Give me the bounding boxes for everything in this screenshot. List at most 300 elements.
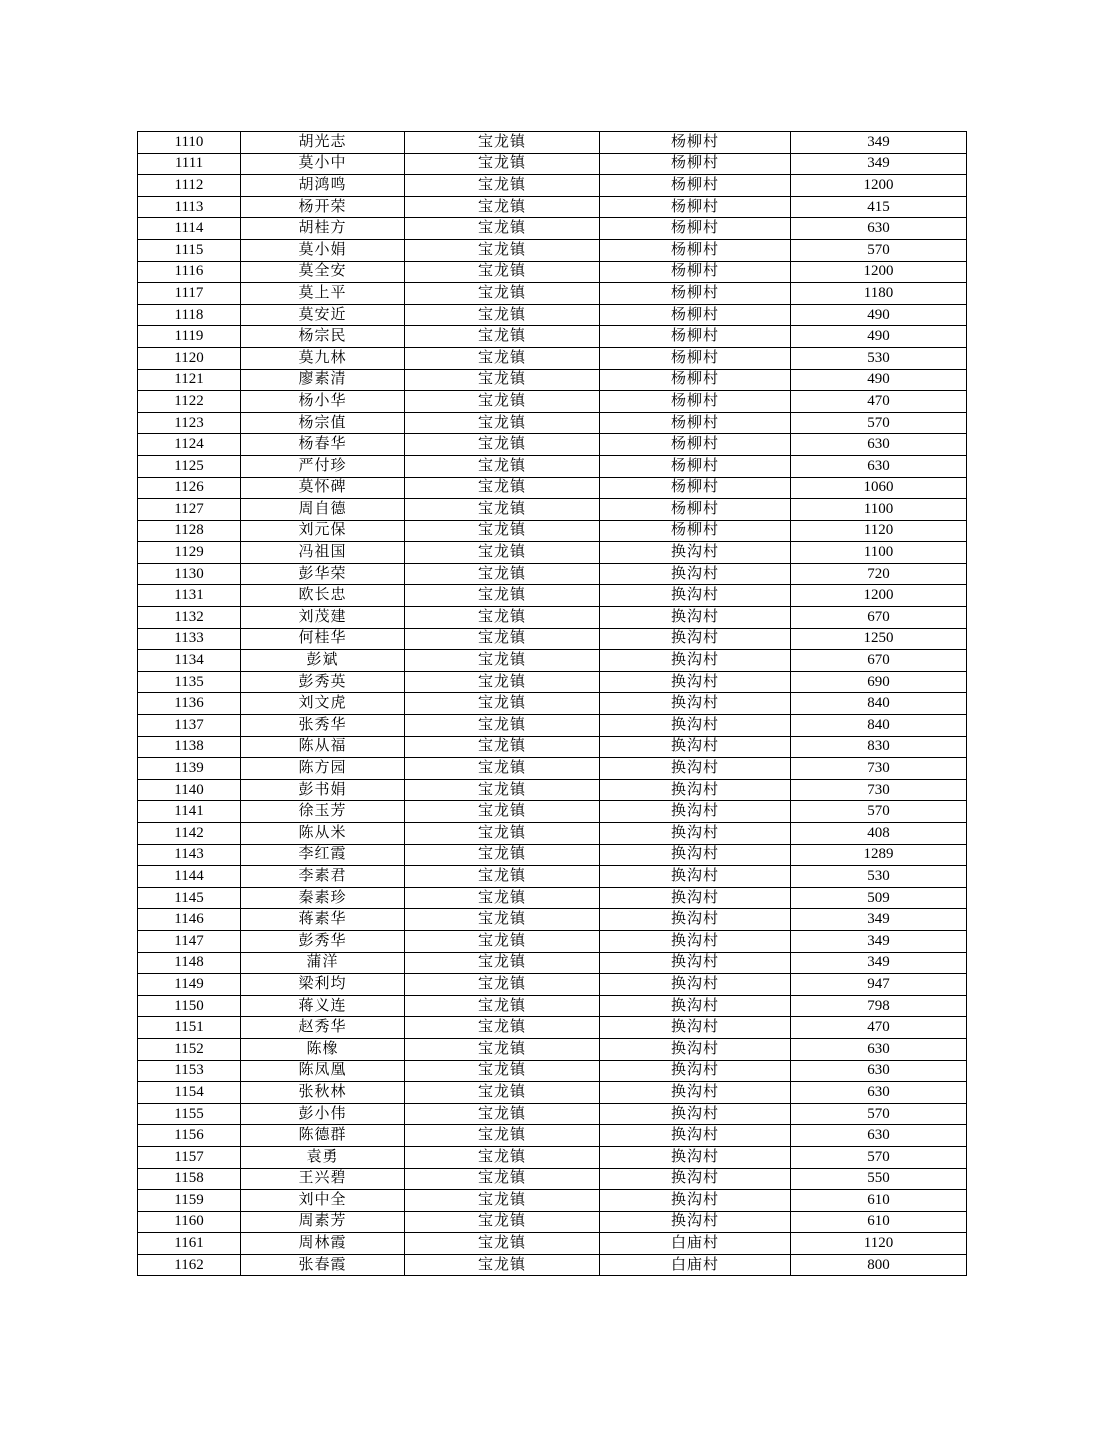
amount-cell: 530: [791, 347, 967, 369]
table-row: [138, 1211, 967, 1233]
village-cell: 杨柳村: [600, 218, 791, 240]
name-cell: 彭秀英: [241, 671, 405, 693]
row-id-cell: 1153: [138, 1060, 241, 1082]
row-id-cell: 1152: [138, 1038, 241, 1060]
row-id-cell: 1154: [138, 1082, 241, 1104]
amount-cell: 349: [791, 952, 967, 974]
row-id-cell: 1162: [138, 1254, 241, 1276]
town-cell: 宝龙镇: [405, 434, 600, 456]
town-cell: 宝龙镇: [405, 196, 600, 218]
name-cell: 刘茂建: [241, 607, 405, 629]
row-id-cell: 1131: [138, 585, 241, 607]
table-row: [138, 1017, 967, 1039]
town-cell: 宝龙镇: [405, 304, 600, 326]
row-id-cell: 1161: [138, 1233, 241, 1255]
row-id-cell: 1135: [138, 671, 241, 693]
table-row: [138, 239, 967, 261]
table-row: [138, 132, 967, 154]
table-row: [138, 1168, 967, 1190]
name-cell: 欧长忠: [241, 585, 405, 607]
name-cell: 莫上平: [241, 283, 405, 305]
amount-cell: 470: [791, 1017, 967, 1039]
name-cell: 周素芳: [241, 1211, 405, 1233]
name-cell: 周自德: [241, 499, 405, 521]
village-cell: 杨柳村: [600, 434, 791, 456]
town-cell: 宝龙镇: [405, 909, 600, 931]
name-cell: 赵秀华: [241, 1017, 405, 1039]
village-cell: 换沟村: [600, 952, 791, 974]
name-cell: 张秋林: [241, 1082, 405, 1104]
table-row: [138, 736, 967, 758]
row-id-cell: 1116: [138, 261, 241, 283]
village-cell: 白庙村: [600, 1254, 791, 1276]
village-cell: 换沟村: [600, 585, 791, 607]
row-id-cell: 1158: [138, 1168, 241, 1190]
village-cell: 杨柳村: [600, 239, 791, 261]
row-id-cell: 1155: [138, 1103, 241, 1125]
village-cell: 杨柳村: [600, 132, 791, 154]
row-id-cell: 1118: [138, 304, 241, 326]
name-cell: 莫九林: [241, 347, 405, 369]
amount-cell: 798: [791, 995, 967, 1017]
village-cell: 杨柳村: [600, 520, 791, 542]
roster-table-body: [138, 132, 967, 1276]
table-row: [138, 542, 967, 564]
row-id-cell: 1121: [138, 369, 241, 391]
town-cell: 宝龙镇: [405, 585, 600, 607]
row-id-cell: 1141: [138, 801, 241, 823]
amount-cell: 1180: [791, 283, 967, 305]
name-cell: 杨开荣: [241, 196, 405, 218]
table-row: [138, 218, 967, 240]
town-cell: 宝龙镇: [405, 844, 600, 866]
table-row: [138, 412, 967, 434]
row-id-cell: 1160: [138, 1211, 241, 1233]
village-cell: 换沟村: [600, 909, 791, 931]
row-id-cell: 1156: [138, 1125, 241, 1147]
town-cell: 宝龙镇: [405, 1060, 600, 1082]
town-cell: 宝龙镇: [405, 1254, 600, 1276]
table-row: [138, 1060, 967, 1082]
amount-cell: 408: [791, 823, 967, 845]
table-row: [138, 909, 967, 931]
table-row: [138, 347, 967, 369]
town-cell: 宝龙镇: [405, 477, 600, 499]
name-cell: 秦素珍: [241, 887, 405, 909]
amount-cell: 490: [791, 304, 967, 326]
amount-cell: 840: [791, 693, 967, 715]
amount-cell: 490: [791, 326, 967, 348]
name-cell: 蒋素华: [241, 909, 405, 931]
amount-cell: 1200: [791, 175, 967, 197]
row-id-cell: 1126: [138, 477, 241, 499]
village-cell: 杨柳村: [600, 326, 791, 348]
village-cell: 换沟村: [600, 779, 791, 801]
table-row: [138, 196, 967, 218]
name-cell: 莫安近: [241, 304, 405, 326]
town-cell: 宝龙镇: [405, 1190, 600, 1212]
town-cell: 宝龙镇: [405, 1146, 600, 1168]
village-cell: 换沟村: [600, 887, 791, 909]
table-row: [138, 1038, 967, 1060]
village-cell: 换沟村: [600, 542, 791, 564]
amount-cell: 730: [791, 779, 967, 801]
village-cell: 换沟村: [600, 1146, 791, 1168]
table-row: [138, 607, 967, 629]
town-cell: 宝龙镇: [405, 952, 600, 974]
village-cell: 换沟村: [600, 823, 791, 845]
table-row: [138, 866, 967, 888]
name-cell: 梁利均: [241, 974, 405, 996]
village-cell: 换沟村: [600, 607, 791, 629]
name-cell: 徐玉芳: [241, 801, 405, 823]
table-row: [138, 455, 967, 477]
village-cell: 换沟村: [600, 736, 791, 758]
table-row: [138, 326, 967, 348]
town-cell: 宝龙镇: [405, 520, 600, 542]
amount-cell: 830: [791, 736, 967, 758]
amount-cell: 800: [791, 1254, 967, 1276]
town-cell: 宝龙镇: [405, 671, 600, 693]
table-row: [138, 628, 967, 650]
town-cell: 宝龙镇: [405, 1168, 600, 1190]
town-cell: 宝龙镇: [405, 693, 600, 715]
row-id-cell: 1140: [138, 779, 241, 801]
village-cell: 换沟村: [600, 974, 791, 996]
village-cell: 换沟村: [600, 930, 791, 952]
amount-cell: 1250: [791, 628, 967, 650]
amount-cell: 570: [791, 1146, 967, 1168]
town-cell: 宝龙镇: [405, 758, 600, 780]
row-id-cell: 1149: [138, 974, 241, 996]
village-cell: 换沟村: [600, 1060, 791, 1082]
name-cell: 杨宗民: [241, 326, 405, 348]
amount-cell: 610: [791, 1211, 967, 1233]
town-cell: 宝龙镇: [405, 1082, 600, 1104]
row-id-cell: 1119: [138, 326, 241, 348]
name-cell: 蒲洋: [241, 952, 405, 974]
village-cell: 换沟村: [600, 1103, 791, 1125]
village-cell: 换沟村: [600, 1082, 791, 1104]
town-cell: 宝龙镇: [405, 779, 600, 801]
row-id-cell: 1111: [138, 153, 241, 175]
village-cell: 换沟村: [600, 1038, 791, 1060]
town-cell: 宝龙镇: [405, 887, 600, 909]
amount-cell: 610: [791, 1190, 967, 1212]
table-row: [138, 887, 967, 909]
amount-cell: 490: [791, 369, 967, 391]
village-cell: 杨柳村: [600, 391, 791, 413]
name-cell: 莫怀碑: [241, 477, 405, 499]
row-id-cell: 1159: [138, 1190, 241, 1212]
row-id-cell: 1112: [138, 175, 241, 197]
table-row: [138, 261, 967, 283]
amount-cell: 1100: [791, 542, 967, 564]
table-row: [138, 844, 967, 866]
name-cell: 刘中全: [241, 1190, 405, 1212]
town-cell: 宝龙镇: [405, 369, 600, 391]
town-cell: 宝龙镇: [405, 607, 600, 629]
amount-cell: 840: [791, 715, 967, 737]
row-id-cell: 1134: [138, 650, 241, 672]
name-cell: 彭秀华: [241, 930, 405, 952]
amount-cell: 630: [791, 1038, 967, 1060]
name-cell: 杨宗值: [241, 412, 405, 434]
town-cell: 宝龙镇: [405, 995, 600, 1017]
table-row: [138, 1233, 967, 1255]
table-row: [138, 499, 967, 521]
amount-cell: 630: [791, 1060, 967, 1082]
table-row: [138, 823, 967, 845]
row-id-cell: 1151: [138, 1017, 241, 1039]
town-cell: 宝龙镇: [405, 736, 600, 758]
town-cell: 宝龙镇: [405, 283, 600, 305]
town-cell: 宝龙镇: [405, 153, 600, 175]
town-cell: 宝龙镇: [405, 628, 600, 650]
town-cell: 宝龙镇: [405, 132, 600, 154]
table-row: [138, 650, 967, 672]
village-cell: 杨柳村: [600, 175, 791, 197]
town-cell: 宝龙镇: [405, 563, 600, 585]
row-id-cell: 1146: [138, 909, 241, 931]
village-cell: 杨柳村: [600, 261, 791, 283]
name-cell: 廖素清: [241, 369, 405, 391]
name-cell: 李红霞: [241, 844, 405, 866]
table-row: [138, 1125, 967, 1147]
town-cell: 宝龙镇: [405, 412, 600, 434]
town-cell: 宝龙镇: [405, 239, 600, 261]
name-cell: 莫小中: [241, 153, 405, 175]
row-id-cell: 1115: [138, 239, 241, 261]
village-cell: 换沟村: [600, 671, 791, 693]
table-row: [138, 1146, 967, 1168]
town-cell: 宝龙镇: [405, 650, 600, 672]
village-cell: 杨柳村: [600, 499, 791, 521]
amount-cell: 349: [791, 132, 967, 154]
village-cell: 杨柳村: [600, 477, 791, 499]
row-id-cell: 1125: [138, 455, 241, 477]
amount-cell: 690: [791, 671, 967, 693]
village-cell: 换沟村: [600, 628, 791, 650]
row-id-cell: 1110: [138, 132, 241, 154]
village-cell: 杨柳村: [600, 347, 791, 369]
amount-cell: 1120: [791, 1233, 967, 1255]
row-id-cell: 1142: [138, 823, 241, 845]
table-row: [138, 175, 967, 197]
amount-cell: 349: [791, 909, 967, 931]
town-cell: 宝龙镇: [405, 218, 600, 240]
village-cell: 杨柳村: [600, 304, 791, 326]
row-id-cell: 1136: [138, 693, 241, 715]
row-id-cell: 1114: [138, 218, 241, 240]
village-cell: 换沟村: [600, 1168, 791, 1190]
village-cell: 杨柳村: [600, 153, 791, 175]
row-id-cell: 1145: [138, 887, 241, 909]
name-cell: 陈橡: [241, 1038, 405, 1060]
town-cell: 宝龙镇: [405, 391, 600, 413]
amount-cell: 630: [791, 455, 967, 477]
name-cell: 蒋义连: [241, 995, 405, 1017]
name-cell: 王兴碧: [241, 1168, 405, 1190]
name-cell: 胡光志: [241, 132, 405, 154]
name-cell: 何桂华: [241, 628, 405, 650]
amount-cell: 530: [791, 866, 967, 888]
table-row: [138, 1190, 967, 1212]
row-id-cell: 1117: [138, 283, 241, 305]
table-row: [138, 153, 967, 175]
amount-cell: 630: [791, 218, 967, 240]
table-row: [138, 930, 967, 952]
town-cell: 宝龙镇: [405, 1103, 600, 1125]
town-cell: 宝龙镇: [405, 1017, 600, 1039]
amount-cell: 570: [791, 239, 967, 261]
table-row: [138, 671, 967, 693]
town-cell: 宝龙镇: [405, 499, 600, 521]
table-row: [138, 1254, 967, 1276]
town-cell: 宝龙镇: [405, 801, 600, 823]
amount-cell: 1200: [791, 585, 967, 607]
amount-cell: 947: [791, 974, 967, 996]
town-cell: 宝龙镇: [405, 542, 600, 564]
table-row: [138, 1103, 967, 1125]
row-id-cell: 1144: [138, 866, 241, 888]
row-id-cell: 1148: [138, 952, 241, 974]
row-id-cell: 1147: [138, 930, 241, 952]
row-id-cell: 1113: [138, 196, 241, 218]
row-id-cell: 1133: [138, 628, 241, 650]
village-cell: 换沟村: [600, 1211, 791, 1233]
table-row: [138, 520, 967, 542]
town-cell: 宝龙镇: [405, 930, 600, 952]
table-row: [138, 391, 967, 413]
amount-cell: 1200: [791, 261, 967, 283]
amount-cell: 630: [791, 1082, 967, 1104]
amount-cell: 730: [791, 758, 967, 780]
village-cell: 白庙村: [600, 1233, 791, 1255]
row-id-cell: 1157: [138, 1146, 241, 1168]
village-cell: 换沟村: [600, 844, 791, 866]
name-cell: 莫全安: [241, 261, 405, 283]
town-cell: 宝龙镇: [405, 1038, 600, 1060]
name-cell: 彭小伟: [241, 1103, 405, 1125]
name-cell: 杨春华: [241, 434, 405, 456]
name-cell: 张春霞: [241, 1254, 405, 1276]
row-id-cell: 1137: [138, 715, 241, 737]
village-cell: 换沟村: [600, 650, 791, 672]
name-cell: 张秀华: [241, 715, 405, 737]
row-id-cell: 1129: [138, 542, 241, 564]
name-cell: 陈方园: [241, 758, 405, 780]
amount-cell: 509: [791, 887, 967, 909]
row-id-cell: 1143: [138, 844, 241, 866]
name-cell: 陈从福: [241, 736, 405, 758]
town-cell: 宝龙镇: [405, 175, 600, 197]
name-cell: 陈德群: [241, 1125, 405, 1147]
row-id-cell: 1128: [138, 520, 241, 542]
town-cell: 宝龙镇: [405, 974, 600, 996]
name-cell: 彭斌: [241, 650, 405, 672]
row-id-cell: 1130: [138, 563, 241, 585]
name-cell: 陈凤凰: [241, 1060, 405, 1082]
row-id-cell: 1123: [138, 412, 241, 434]
table-row: [138, 693, 967, 715]
row-id-cell: 1120: [138, 347, 241, 369]
amount-cell: 349: [791, 930, 967, 952]
town-cell: 宝龙镇: [405, 261, 600, 283]
name-cell: 杨小华: [241, 391, 405, 413]
amount-cell: 570: [791, 1103, 967, 1125]
table-row: [138, 801, 967, 823]
name-cell: 胡桂方: [241, 218, 405, 240]
table-row: [138, 952, 967, 974]
name-cell: 陈从米: [241, 823, 405, 845]
table-row: [138, 1082, 967, 1104]
village-cell: 换沟村: [600, 693, 791, 715]
village-cell: 换沟村: [600, 801, 791, 823]
name-cell: 莫小娟: [241, 239, 405, 261]
table-row: [138, 369, 967, 391]
row-id-cell: 1124: [138, 434, 241, 456]
amount-cell: 720: [791, 563, 967, 585]
village-cell: 杨柳村: [600, 369, 791, 391]
row-id-cell: 1122: [138, 391, 241, 413]
amount-cell: 1289: [791, 844, 967, 866]
village-cell: 杨柳村: [600, 455, 791, 477]
village-cell: 换沟村: [600, 758, 791, 780]
table-row: [138, 758, 967, 780]
table-row: [138, 715, 967, 737]
amount-cell: 570: [791, 412, 967, 434]
name-cell: 冯祖国: [241, 542, 405, 564]
table-row: [138, 434, 967, 456]
village-cell: 杨柳村: [600, 196, 791, 218]
row-id-cell: 1150: [138, 995, 241, 1017]
village-cell: 杨柳村: [600, 412, 791, 434]
name-cell: 周林霞: [241, 1233, 405, 1255]
town-cell: 宝龙镇: [405, 1211, 600, 1233]
town-cell: 宝龙镇: [405, 1233, 600, 1255]
table-row: [138, 974, 967, 996]
amount-cell: 1100: [791, 499, 967, 521]
village-cell: 换沟村: [600, 715, 791, 737]
amount-cell: 1120: [791, 520, 967, 542]
village-cell: 换沟村: [600, 995, 791, 1017]
amount-cell: 415: [791, 196, 967, 218]
town-cell: 宝龙镇: [405, 823, 600, 845]
row-id-cell: 1132: [138, 607, 241, 629]
village-cell: 换沟村: [600, 1125, 791, 1147]
name-cell: 彭书娟: [241, 779, 405, 801]
table-row: [138, 779, 967, 801]
table-row: [138, 477, 967, 499]
table-row: [138, 283, 967, 305]
name-cell: 彭华荣: [241, 563, 405, 585]
row-id-cell: 1127: [138, 499, 241, 521]
amount-cell: 670: [791, 607, 967, 629]
name-cell: 刘元保: [241, 520, 405, 542]
name-cell: 李素君: [241, 866, 405, 888]
village-cell: 换沟村: [600, 1190, 791, 1212]
town-cell: 宝龙镇: [405, 326, 600, 348]
amount-cell: 630: [791, 1125, 967, 1147]
village-cell: 换沟村: [600, 1017, 791, 1039]
village-cell: 换沟村: [600, 563, 791, 585]
town-cell: 宝龙镇: [405, 866, 600, 888]
amount-cell: 349: [791, 153, 967, 175]
amount-cell: 570: [791, 801, 967, 823]
row-id-cell: 1139: [138, 758, 241, 780]
name-cell: 袁勇: [241, 1146, 405, 1168]
